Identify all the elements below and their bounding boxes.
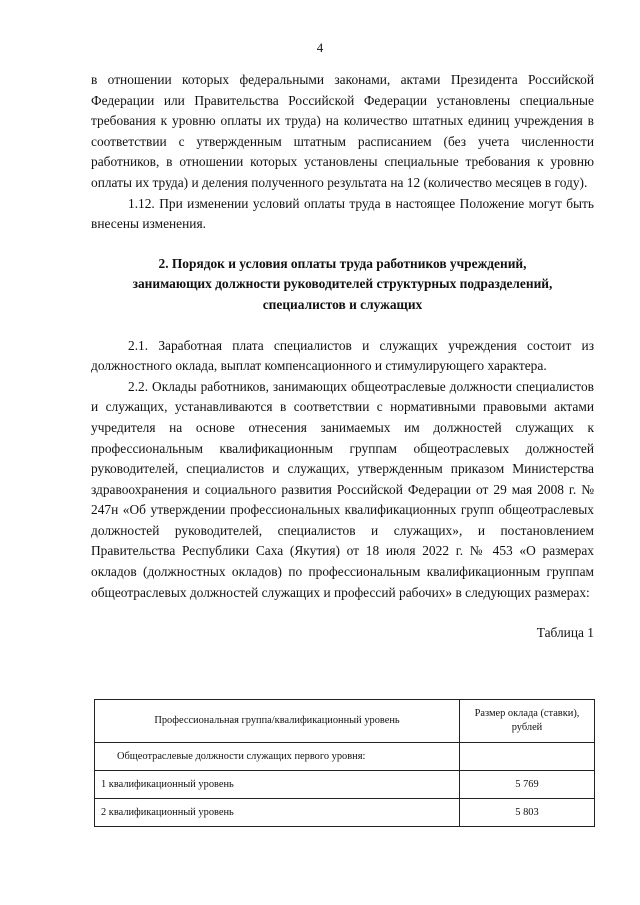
table-row <box>95 743 595 771</box>
value-cell: 5 803 <box>460 799 595 827</box>
header-group: Профессиональная группа/квалификационный уровень <box>95 700 460 743</box>
table-caption: Таблица 1 <box>536 625 594 641</box>
level-cell: 2 квалификационный уровень <box>95 799 460 827</box>
value-cell: 5 769 <box>460 771 595 799</box>
table-row <box>95 771 595 799</box>
group-name-cell: Общеотраслевые должности служащих первого уровня: <box>95 743 460 771</box>
level-cell: 1 квалификационный уровень <box>95 771 460 799</box>
table-header-row <box>95 700 595 743</box>
header-size: Размер оклада (ставки), рублей <box>460 700 595 743</box>
paragraph-1-12: 1.12. При изменении условий оплаты труда в настоящее Положение могут быть внесены изменения. <box>91 195 594 232</box>
salary-table <box>94 699 595 827</box>
empty-cell <box>460 743 595 771</box>
section-heading: 2. Порядок и условия оплаты труда работников учреждений, занимающих должности руководителей структурных подразделений, специалистов и служащих <box>132 255 553 312</box>
document-body <box>91 70 594 644</box>
paragraph-continuation: в отношении которых федеральными законами, актами Президента Российской Федерации или Правительства Российской Федерации установлены специальные требования к уровню оплаты их труда) на количество штатных единиц учреждения в соответствии с утвержденным штатным расписанием (без учета численности работников, в отношении которых установлены специальные требования к уровню оплаты их труда) и деления полученного результата на 12 (количество месяцев в году). <box>91 72 594 190</box>
paragraph-2-2: 2.2. Оклады работников, занимающих общеотраслевые должности специалистов и служащих, устанавливаются в соответствии с нормативными правовыми актами учредителя на основе отнесения занимаемых им должностей служащих к профессиональным квалификационным группам общеотраслевых должностей руководителей, специалистов и служащих, утвержденным приказом Министерства здравоохранения и социального развития Российской Федерации от 29 мая 2008 г. № 247н «Об утверждении профессиональных квалификационных групп общеотраслевых должностей руководителей, специалистов и служащих», и постановлением Правительства Республики Саха (Якутия) от 18 июля 2022 г. № 453 «О размерах окладов (должностных окладов) по профессиональным квалификационным группам общеотраслевых должностей служащих и профессий рабочих» в следующих размерах: <box>91 378 594 600</box>
page-number: 4 <box>316 40 324 55</box>
table-row <box>95 799 595 827</box>
paragraph-2-1: 2.1. Заработная плата специалистов и служащих учреждения состоит из должностного оклада, выплат компенсационного и стимулирующего характера. <box>91 337 594 374</box>
